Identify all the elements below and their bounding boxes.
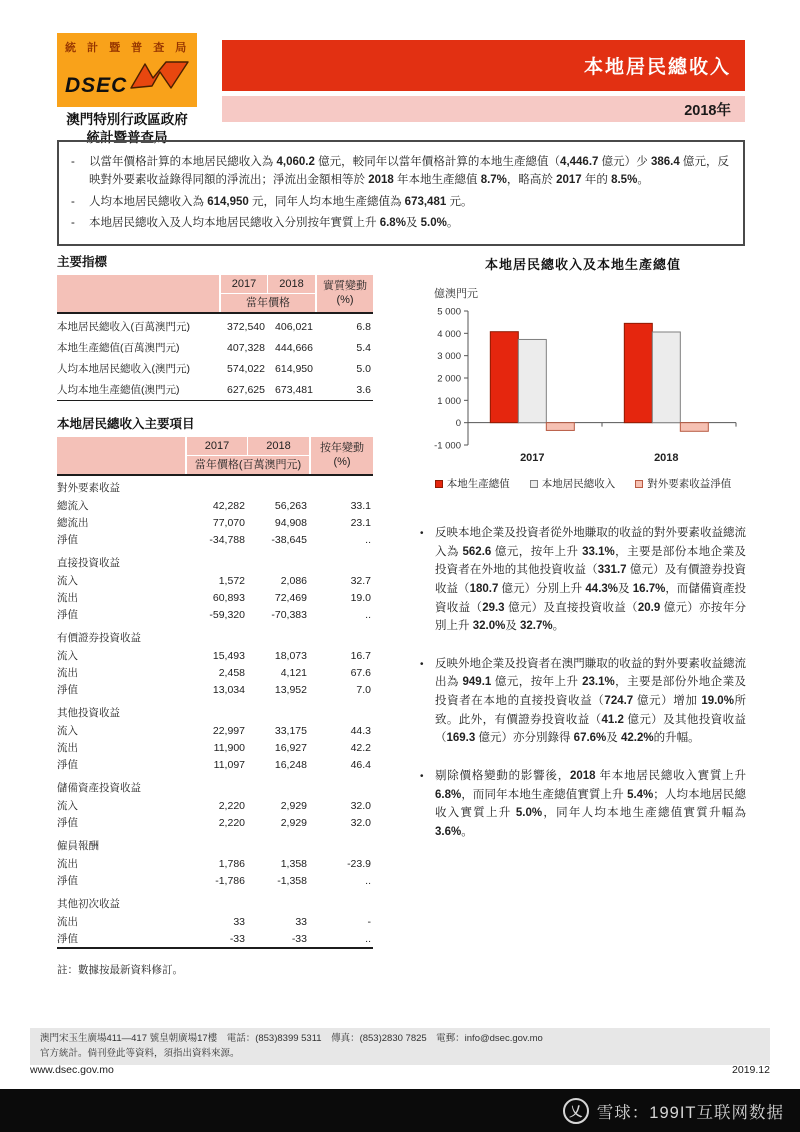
bar-gdp-2018 [624, 323, 652, 422]
bar-gdp-2017 [490, 332, 518, 423]
cell-2017: 13,034 [212, 683, 245, 696]
logo-agency-name: 統 計 暨 普 查 局 [65, 42, 191, 54]
summary-text: 人均本地居民總收入為 614,950 元，同年人均本地生產總值為 673,481 元。 [89, 195, 473, 208]
address-line: 澳門宋玉生廣場411—417 號皇朝廣場17樓 電話：(853)8399 5311 傳真：(853)2830 7825 電郵：info@dsec.gov.mo [40, 1033, 543, 1044]
table-title: 主要指標 [57, 255, 108, 269]
cell-change: 23.1 [350, 516, 371, 529]
table-note: 註：數據按最新資料修訂。 [57, 964, 183, 976]
header-label-cell [57, 275, 219, 312]
y-axis-tick-label: -1 000 [434, 440, 461, 452]
row-label: 總流入 [57, 500, 89, 512]
cell-2017: 77,070 [212, 516, 245, 529]
cell-2018: 2,929 [280, 799, 307, 812]
header-2017: 2017 [221, 275, 268, 293]
cell-2017: 2,220 [218, 799, 245, 812]
dash-bullet-icon: - [71, 195, 75, 208]
row-label: 淨值 [57, 609, 78, 621]
row-label: 淨值 [57, 684, 78, 696]
website-row [30, 1064, 770, 1076]
dash-bullet-icon: - [71, 217, 75, 230]
table-body [57, 314, 373, 401]
cell-2018: 16,248 [274, 758, 307, 771]
logo-abbr: DSEC [65, 74, 128, 97]
cell-2018: 72,469 [274, 591, 307, 604]
cell-change: 46.4 [350, 758, 371, 771]
row-label: 流出 [57, 916, 78, 928]
table-row [57, 913, 373, 930]
cell-2018: 16,927 [274, 741, 307, 754]
legend-label: 本地居民總收入 [541, 478, 616, 490]
header-change-cell: 按年變動 (%) [311, 437, 373, 474]
row-label: 流入 [57, 575, 78, 587]
section-header: 直接投資收益 [57, 557, 120, 569]
table-header [57, 275, 373, 314]
cell-2018: -1,358 [277, 874, 307, 887]
cell-2018: 18,073 [274, 649, 307, 662]
cell-change: 42.2 [350, 741, 371, 754]
header-2018: 2018 [279, 278, 304, 290]
y-axis-tick-label: 1 000 [437, 395, 461, 407]
analysis-bullet [420, 655, 746, 748]
cell-2017: 42,282 [212, 499, 245, 512]
dsec-logo [57, 33, 197, 107]
y-axis-tick-label: 5 000 [437, 306, 461, 318]
table-row [57, 797, 373, 814]
table-row [57, 647, 373, 664]
cell-2017: 1,786 [218, 857, 245, 870]
table-row [57, 855, 373, 872]
table-row [57, 572, 373, 589]
table-row [57, 358, 373, 379]
cell-2017: 33 [233, 915, 245, 928]
table-row [57, 497, 373, 514]
watermark-text: 雪球：199IT互联网数据 [596, 1103, 784, 1122]
dot-bullet-icon: • [420, 528, 424, 539]
chart-legend [420, 476, 746, 491]
cell-2017: 60,893 [212, 591, 245, 604]
table-header [57, 437, 373, 476]
y-axis-tick-label: 2 000 [437, 373, 461, 385]
cell-2017: 372,540 [227, 320, 265, 333]
table-row [57, 681, 373, 698]
cell-2018: -70,383 [271, 608, 307, 621]
cell-2017: -34,788 [209, 533, 245, 546]
analysis-text: 反映本地企業及投資者從外地賺取的收益的對外要素收益總流入為 562.6 億元，按年上升 33.1%，主要是部份本地企業及投資者在外地的其他投資收益（331.7 億元）及有價證券投資收益（180.7 億元）分別上升 44.3%及 16.7%，而儲備資產投資收益（29.3 億元）及直接投資收益（20.9 億元）亦按年分別上升 32.0%及 32.7%。 [435, 527, 747, 633]
cell-change: 32.0 [350, 816, 371, 829]
table-row [57, 756, 373, 773]
cell-2018: -38,645 [271, 533, 307, 546]
section-header: 儲備資產投資收益 [57, 782, 141, 794]
cell-2018: 13,952 [274, 683, 307, 696]
legend-swatch-icon [530, 480, 538, 488]
row-label: 流入 [57, 725, 78, 737]
cell-2017: -59,320 [209, 608, 245, 621]
cell-change: 32.7 [350, 574, 371, 587]
header-years-cell [187, 437, 309, 474]
header-2017: 2017 [187, 437, 248, 455]
bar-net-2017 [546, 423, 574, 431]
cell-2017: -33 [229, 932, 245, 945]
y-axis-tick-label: 0 [455, 418, 461, 430]
cell-change: 5.0 [356, 362, 371, 375]
legend-label: 本地生產總值 [446, 478, 510, 490]
cell-change: 33.1 [350, 499, 371, 512]
table-row [57, 531, 373, 548]
gni-gdp-bar-chart [420, 277, 746, 469]
official-statistics-line: 官方統計。倘刊登此等資料，須指出資料來源。 [40, 1047, 240, 1059]
row-label: 人均本地生產總值(澳門元) [57, 384, 180, 396]
lightning-zigzag-icon [129, 61, 191, 94]
section-header: 有價證券投資收益 [57, 632, 141, 644]
row-label: 總流出 [57, 517, 89, 529]
cell-2017: 11,097 [213, 758, 245, 771]
row-label: 本地居民總收入(百萬澳門元) [57, 321, 190, 333]
legend-item-gdp [435, 476, 510, 491]
cell-change: .. [365, 932, 371, 945]
row-label: 流出 [57, 592, 78, 604]
row-label: 流出 [57, 858, 78, 870]
y-axis-tick-label: 4 000 [437, 328, 461, 340]
bar-gni-2018 [652, 332, 680, 423]
cell-2018: 673,481 [275, 383, 313, 396]
cell-2018: -33 [291, 932, 307, 945]
cell-2018: 94,908 [274, 516, 307, 529]
analysis-bullet [420, 524, 746, 636]
section-header: 其他初次收益 [57, 898, 120, 910]
cell-2017: 574,022 [227, 362, 265, 375]
table-row [57, 337, 373, 358]
table-title: 本地居民總收入主要項目 [57, 417, 195, 431]
table-row [57, 930, 373, 947]
y-axis-tick-label: 3 000 [437, 351, 461, 363]
cell-2017: 22,997 [212, 724, 245, 737]
cell-2018: 56,263 [274, 499, 307, 512]
row-label: 淨值 [57, 817, 78, 829]
cell-change: .. [365, 874, 371, 887]
cell-change: 19.0 [350, 591, 371, 604]
cell-2017: 627,625 [227, 383, 265, 396]
header-years-cell [221, 275, 315, 312]
cell-2018: 2,929 [280, 816, 307, 829]
section-header: 僱員報酬 [57, 840, 99, 852]
summary-bullet [71, 214, 729, 232]
row-label: 流出 [57, 667, 78, 679]
section-header: 對外要素收益 [57, 482, 120, 494]
cell-change: 7.0 [356, 683, 371, 696]
table-row [57, 589, 373, 606]
cell-2017: -1,786 [215, 874, 245, 887]
cell-change: .. [365, 533, 371, 546]
issue-date: 2019.12 [732, 1064, 770, 1076]
dash-bullet-icon: - [71, 156, 75, 168]
table-body [57, 476, 373, 949]
row-label: 人均本地居民總收入(澳門元) [57, 363, 190, 375]
header-change-cell: 實質變動 (%) [317, 275, 373, 312]
cell-2018: 406,021 [275, 320, 313, 333]
row-label: 淨值 [57, 759, 78, 771]
xueqiu-logo-icon: 乂 [563, 1098, 589, 1124]
cell-2017: 2,458 [218, 666, 245, 679]
cell-change: 16.7 [350, 649, 371, 662]
legend-item-net [635, 476, 731, 491]
header-label-cell [57, 437, 185, 474]
cell-2018: 1,358 [280, 857, 307, 870]
x-axis-category-label: 2017 [520, 452, 545, 464]
cell-change: 5.4 [356, 341, 371, 354]
contact-footer [30, 1028, 770, 1065]
summary-bullet [71, 193, 729, 211]
analysis-bullet [420, 767, 746, 842]
cell-2017: 11,900 [213, 741, 245, 754]
legend-swatch-icon [435, 480, 443, 488]
x-axis-category-label: 2018 [654, 452, 679, 464]
website-url: www.dsec.gov.mo [30, 1064, 114, 1076]
row-label: 流入 [57, 800, 78, 812]
cell-2018: 444,666 [275, 341, 313, 354]
cell-2018: 33,175 [274, 724, 307, 737]
table-row [57, 814, 373, 831]
key-indicators-table [57, 252, 373, 401]
row-label: 淨值 [57, 875, 78, 887]
row-label: 流出 [57, 742, 78, 754]
table-row [57, 606, 373, 623]
table-row [57, 664, 373, 681]
row-label: 淨值 [57, 534, 78, 546]
cell-2018: 4,121 [280, 666, 307, 679]
right-column [420, 254, 746, 860]
table-row [57, 739, 373, 756]
bar-net-2018 [680, 423, 708, 432]
legend-item-gni [530, 476, 616, 491]
row-label: 流入 [57, 650, 78, 662]
cell-change: 44.3 [350, 724, 371, 737]
header-2018: 2018 [266, 440, 291, 452]
table-row [57, 872, 373, 889]
watermark-bar [0, 1089, 800, 1132]
analysis-text: 反映外地企業及投資者在澳門賺取的收益的對外要素收益總流出為 949.1 億元，按年上升 23.1%，主要是部份外地企業及投資者在本地的直接投資收益（724.7 億元）增加 19.0%所致。此外，有價證券投資收益（41.2 億元）及其他投資收益（169.3 億元）亦分別錄得 67.6%及 42.2%的升幅。 [435, 657, 747, 745]
row-label: 本地生產總值(百萬澳門元) [57, 342, 180, 354]
legend-swatch-icon [635, 480, 643, 488]
header-price-basis: 當年價格 [246, 297, 290, 309]
header-price-basis: 當年價格(百萬澳門元) [194, 459, 302, 471]
cell-change: 3.6 [356, 383, 371, 396]
dot-bullet-icon: • [420, 770, 424, 782]
cell-change: - [367, 915, 371, 928]
summary-text: 以當年價格計算的本地居民總收入為 4,060.2 億元，較同年以當年價格計算的本地生產總值（4,446.7 億元）少 386.4 億元，反映對外要素收益錄得同額的淨流出；淨流出金額相等於 2018 年本地生產總值 8.7%，略高於 2017 年的 8.5%。 [89, 156, 729, 187]
table-row [57, 722, 373, 739]
cell-2017: 407,328 [227, 341, 265, 354]
gni-main-items-table [57, 414, 373, 949]
cell-change: -23.9 [347, 857, 371, 870]
cell-change: 6.8 [356, 320, 371, 333]
table-row [57, 316, 373, 337]
summary-text: 本地居民總收入及人均本地居民總收入分別按年實質上升 6.8%及 5.0%。 [89, 217, 459, 230]
table-row [57, 379, 373, 400]
gov-line1: 澳門特別行政區政府 [66, 112, 188, 127]
report-year-bar: 2018年 [222, 96, 745, 122]
analysis-bullets [420, 524, 746, 841]
table-row [57, 514, 373, 531]
row-label: 淨值 [57, 933, 78, 945]
cell-2018: 33 [295, 915, 307, 928]
dot-bullet-icon: • [420, 658, 424, 670]
chart-unit-label: 億澳門元 [434, 288, 478, 300]
cell-change: 32.0 [350, 799, 371, 812]
cell-change: .. [365, 608, 371, 621]
cell-2018: 2,086 [280, 574, 307, 587]
bar-gni-2017 [518, 339, 546, 422]
cell-2017: 1,572 [218, 574, 245, 587]
cell-2017: 2,220 [218, 816, 245, 829]
cell-change: 67.6 [350, 666, 371, 679]
report-title-banner: 本地居民總收入 [222, 40, 745, 91]
cell-2017: 15,493 [212, 649, 245, 662]
cell-2018: 614,950 [275, 362, 313, 375]
left-column [57, 252, 373, 977]
chart-title: 本地居民總收入及本地生產總值 [484, 257, 681, 272]
section-header: 其他投資收益 [57, 707, 120, 719]
gov-line2: 統計暨普查局 [86, 130, 168, 146]
legend-label: 對外要素收益淨值 [647, 478, 732, 490]
summary-bullet [71, 153, 729, 190]
summary-box [57, 140, 745, 246]
analysis-text: 剔除價格變動的影響後，2018 年本地居民總收入實質上升 6.8%，而同年本地生產總值實質上升 5.4%；人均本地居民總收入實質上升 5.0%，同年人均本地生產總值實質升幅為 3.6%。 [435, 769, 747, 838]
